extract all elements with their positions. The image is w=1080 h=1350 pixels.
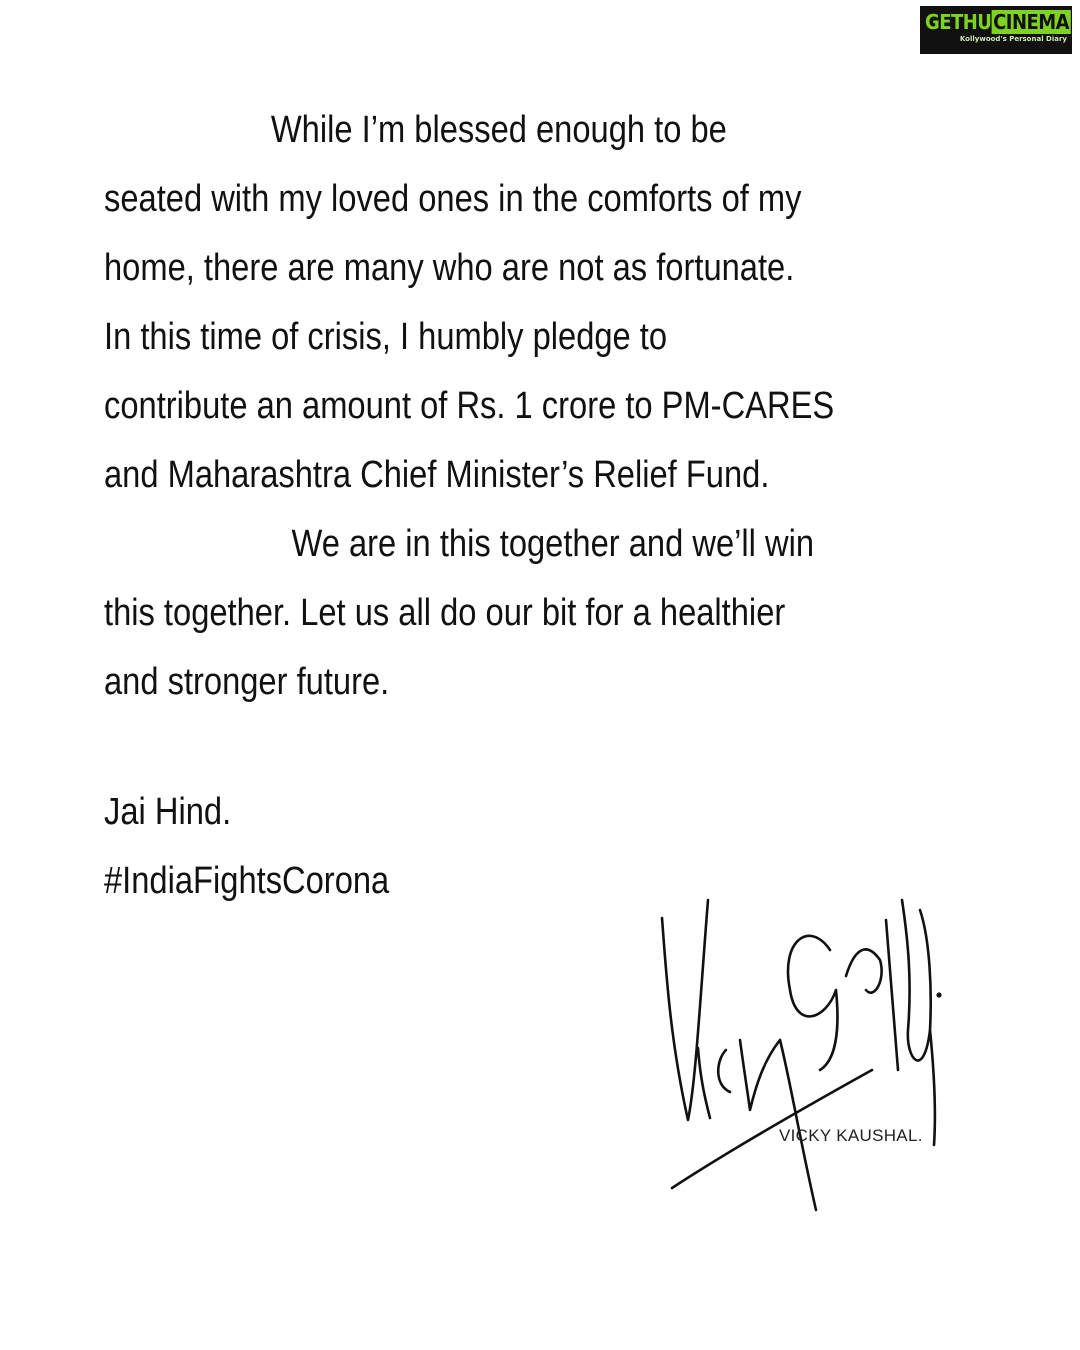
letter-line: In this time of crisis, I humbly pledge to xyxy=(104,316,668,358)
gethucinema-watermark-logo xyxy=(920,6,1072,54)
handwritten-signature xyxy=(640,880,970,1220)
letter-line: this together. Let us all do our bit for a healthier xyxy=(104,592,786,634)
letter-body xyxy=(104,96,1004,717)
watermark-brand: GETHUCINEMA xyxy=(925,10,1070,34)
letter-line: We are in this together and we’ll win xyxy=(291,523,815,565)
signature-name: VICKY KAUSHAL. xyxy=(779,1126,923,1145)
letter-line: seated with my loved ones in the comforts of my xyxy=(104,178,802,220)
letter-line: home, there are many who are not as fortunate. xyxy=(104,247,795,289)
hashtag: #IndiaFightsCorona xyxy=(104,860,390,902)
paragraph-2 xyxy=(104,510,1007,717)
paragraph-1 xyxy=(104,96,1007,510)
watermark-tagline: Kollywood's Personal Diary xyxy=(959,35,1067,43)
letter-line: While I’m blessed enough to be xyxy=(270,109,727,151)
salutation: Jai Hind. xyxy=(104,791,232,833)
signature-strokes xyxy=(640,880,970,1220)
letter-line: and stronger future. xyxy=(104,661,390,703)
letter-line: and Maharashtra Chief Minister’s Relief Fund. xyxy=(104,454,770,496)
letter-line: contribute an amount of Rs. 1 crore to PM-CARES xyxy=(104,385,835,427)
closing xyxy=(104,778,389,916)
